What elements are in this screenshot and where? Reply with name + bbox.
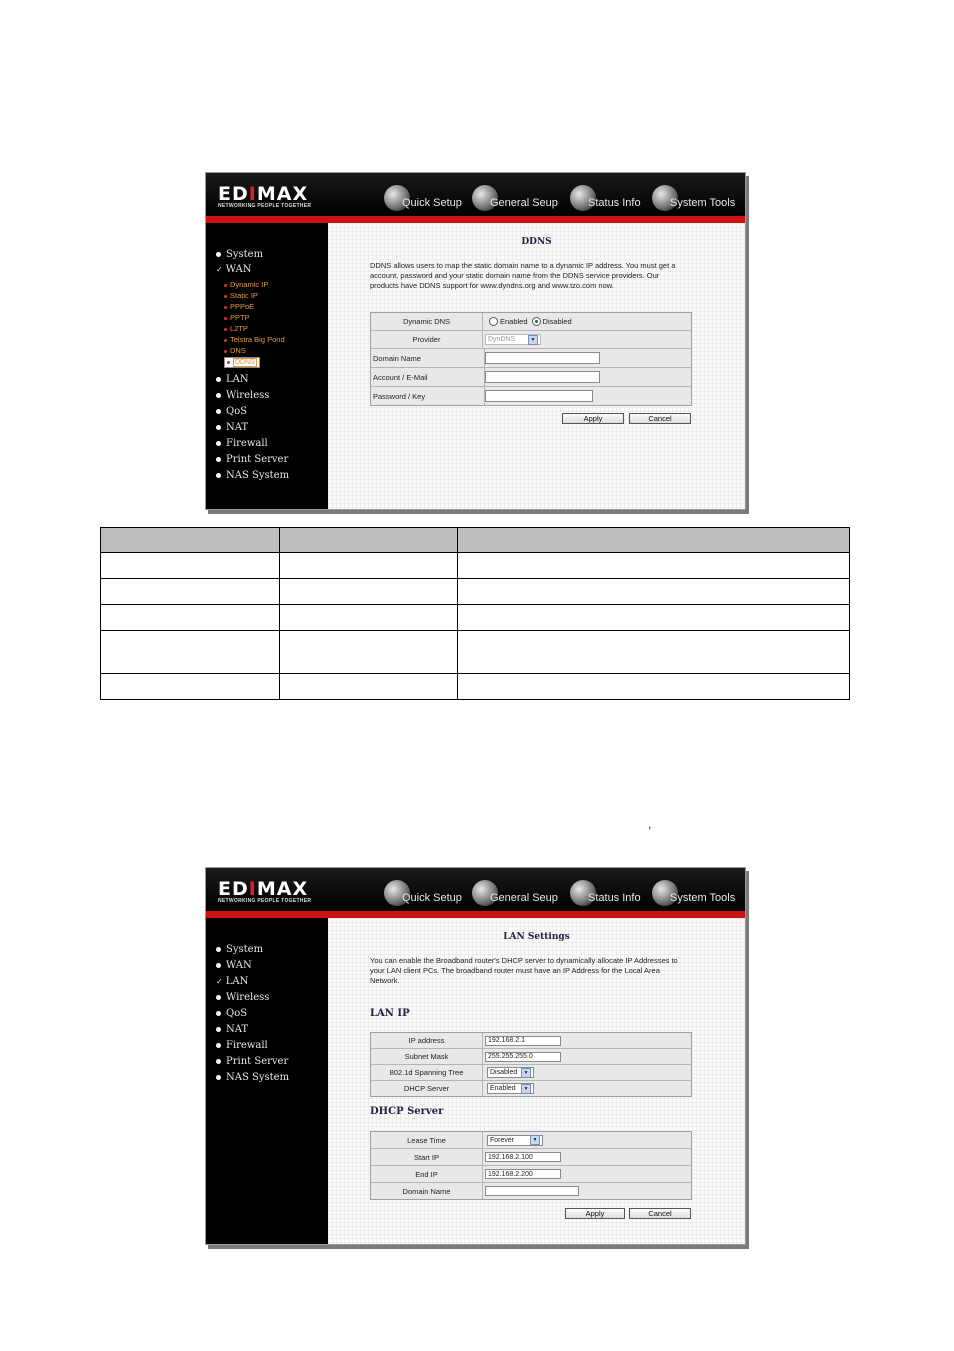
chevron-down-icon: ▼ [521, 1068, 531, 1078]
sidebar-sub-telstra[interactable]: Telstra Big Pond [224, 335, 285, 344]
sidebar-item-nat[interactable]: NAT [216, 1024, 248, 1035]
bullet-icon [224, 306, 227, 309]
table-cell [458, 631, 850, 674]
table-cell [101, 553, 280, 579]
field-label: Lease Time [371, 1132, 483, 1148]
provider-select[interactable]: DynDNS ▼ [485, 334, 541, 345]
nav-status-info[interactable]: Status Info [570, 181, 641, 211]
field-value [485, 368, 691, 386]
end-ip-input[interactable]: 192.168.2.200 [485, 1169, 561, 1179]
sidebar-item-wireless[interactable]: Wireless [216, 390, 269, 401]
chevron-down-icon: ▼ [530, 1135, 540, 1145]
header-bar [206, 868, 745, 911]
apply-button[interactable]: Apply [565, 1208, 625, 1219]
sidebar-item-qos[interactable]: QoS [216, 1008, 247, 1019]
edimax-logo: EDIMAX [218, 878, 309, 900]
bullet-icon [224, 284, 227, 287]
bullet-icon [216, 1011, 221, 1016]
sidebar-item-wireless[interactable]: Wireless [216, 992, 269, 1003]
field-label: Account / E-Mail [371, 368, 485, 386]
table-row [101, 579, 850, 605]
bullet-icon [216, 441, 221, 446]
spanning-tree-select[interactable]: Disabled ▼ [487, 1067, 534, 1078]
cancel-button[interactable]: Cancel [629, 413, 691, 424]
domain-name-input[interactable] [485, 1186, 579, 1196]
cancel-button[interactable]: Cancel [629, 1208, 691, 1219]
logo-tagline: NETWORKING PEOPLE TOGETHER [218, 203, 312, 209]
bullet-icon [216, 1043, 221, 1048]
page-description: You can enable the Broadband router's DHCP server to dynamically allocate IP Addresses to your LAN client PCs. The broadband router must have an IP Address for the Local Area Network. [370, 956, 678, 985]
row-end-ip [371, 1166, 691, 1183]
page-description: DDNS allows users to map the static domain name to a dynamic IP address. You must get a account, password and your static domain name from the DDNS service providers. Our products have DDNS support for www.dyndns.org and www.tzo.com now. [370, 261, 676, 290]
table-header-cell [280, 528, 458, 553]
row-password [371, 387, 691, 405]
sidebar-item-wan[interactable]: WAN [216, 960, 252, 971]
disabled-label: Disabled [542, 317, 572, 326]
sidebar-sub-pptp[interactable]: PPTP [224, 313, 250, 322]
sidebar [206, 918, 328, 1244]
nav-general-setup[interactable]: General Seup [472, 181, 558, 211]
sidebar-sub-dns[interactable]: DNS [224, 346, 246, 355]
nav-general-setup[interactable]: General Seup [472, 876, 558, 906]
row-ip-address [371, 1033, 691, 1049]
row-domain-name [371, 1183, 691, 1199]
table-cell [280, 674, 458, 700]
row-dhcp-server [371, 1081, 691, 1096]
dhcp-server-select[interactable]: Enabled ▼ [487, 1083, 534, 1094]
row-spanning-tree [371, 1065, 691, 1081]
table-cell [280, 553, 458, 579]
chevron-down-icon: ▼ [528, 335, 538, 345]
sidebar-sub-static-ip[interactable]: Static IP [224, 291, 258, 300]
sidebar-sub-l2tp[interactable]: L2TP [224, 324, 248, 333]
page-title: LAN Settings [503, 932, 570, 942]
table-cell [101, 579, 280, 605]
nav-quick-setup[interactable]: Quick Setup [384, 876, 462, 906]
field-value [485, 349, 691, 367]
sidebar-sub-pppoe[interactable]: PPPoE [224, 302, 254, 311]
bullet-icon [216, 947, 221, 952]
disabled-radio[interactable] [532, 317, 541, 326]
stray-punctuation: , [648, 817, 652, 831]
table-cell [280, 631, 458, 674]
bullet-icon [216, 393, 221, 398]
account-input[interactable] [485, 371, 600, 383]
row-domain-name [371, 349, 691, 368]
field-value [485, 1149, 691, 1165]
description-table [100, 527, 850, 700]
field-label: Domain Name [371, 349, 485, 367]
bullet-icon [224, 350, 227, 353]
row-dynamic-dns [371, 313, 691, 331]
sidebar-item-print-server[interactable]: Print Server [216, 454, 288, 465]
field-value [485, 1132, 691, 1148]
header-bar [206, 173, 745, 216]
field-label: 802.1d Spanning Tree [371, 1065, 483, 1080]
start-ip-input[interactable]: 192.168.2.100 [485, 1152, 561, 1162]
page-title: DDNS [521, 237, 552, 247]
bullet-icon [216, 1027, 221, 1032]
header-red-bar [206, 911, 745, 918]
bullet-icon [216, 1075, 221, 1080]
bullet-icon [216, 409, 221, 414]
table-cell [458, 605, 850, 631]
table-header-cell [101, 528, 280, 553]
bullet-icon [224, 328, 227, 331]
sidebar-item-system[interactable]: System [216, 249, 263, 260]
bullet-icon [216, 377, 221, 382]
bullet-icon [216, 425, 221, 430]
sidebar-item-lan[interactable]: LAN [216, 374, 249, 385]
lease-time-select[interactable]: Forever ▼ [487, 1135, 543, 1146]
lan-ip-form [370, 1032, 692, 1097]
table-header-row [101, 528, 850, 553]
field-value [485, 313, 691, 330]
field-value [485, 1081, 691, 1096]
bullet-icon [224, 317, 227, 320]
sidebar-item-lan[interactable]: ✓ LAN [216, 976, 249, 987]
sidebar-item-nat[interactable]: NAT [216, 422, 248, 433]
apply-button[interactable]: Apply [562, 413, 624, 424]
table-cell [280, 579, 458, 605]
sidebar-item-firewall[interactable]: Firewall [216, 438, 268, 449]
checkmark-icon: ✓ [216, 265, 223, 274]
bullet-icon [216, 473, 221, 478]
header-red-bar [206, 216, 745, 223]
table-cell [101, 605, 280, 631]
field-value [485, 331, 691, 348]
sidebar-item-qos[interactable]: QoS [216, 406, 247, 417]
table-row [101, 631, 850, 674]
password-input[interactable] [485, 390, 593, 402]
field-label: Dynamic DNS [371, 313, 483, 330]
bullet-icon [224, 295, 227, 298]
table-cell [101, 674, 280, 700]
logo-tagline: NETWORKING PEOPLE TOGETHER [218, 898, 312, 904]
ip-address-input[interactable]: 192.168.2.1 [485, 1036, 561, 1046]
table-row [101, 553, 850, 579]
enabled-radio[interactable] [489, 317, 498, 326]
table-header-cell [458, 528, 850, 553]
bullet-icon [216, 1059, 221, 1064]
bullet-icon [216, 995, 221, 1000]
field-value [485, 1183, 691, 1199]
field-label: Start IP [371, 1149, 483, 1165]
field-label: Subnet Mask [371, 1049, 483, 1064]
lan-settings-screenshot [205, 867, 746, 1245]
dhcp-form [370, 1131, 692, 1200]
sidebar-item-wan[interactable]: ✓ WAN [216, 264, 252, 275]
checkmark-icon: ✓ [216, 977, 223, 986]
ddns-form [370, 312, 692, 406]
chevron-down-icon: ▼ [521, 1084, 531, 1094]
field-value [485, 387, 691, 405]
table-cell [458, 553, 850, 579]
row-lease-time [371, 1132, 691, 1149]
bullet-icon [216, 457, 221, 462]
content-area [328, 223, 745, 509]
table-cell [458, 674, 850, 700]
field-label: End IP [371, 1166, 483, 1182]
sidebar-sub-dynamic-ip[interactable]: Dynamic IP [224, 280, 268, 289]
field-value [485, 1166, 691, 1182]
nav-status-info[interactable]: Status Info [570, 876, 641, 906]
table-cell [101, 631, 280, 674]
bullet-icon [216, 252, 221, 257]
lan-ip-heading: LAN IP [370, 1008, 410, 1019]
bullet-icon [224, 339, 227, 342]
nav-system-tools[interactable]: System Tools [652, 181, 735, 211]
sidebar-item-nas-system[interactable]: NAS System [216, 470, 289, 481]
field-value [485, 1049, 691, 1064]
domain-name-input[interactable] [485, 352, 600, 364]
row-start-ip [371, 1149, 691, 1166]
field-label: Domain Name [371, 1183, 483, 1199]
row-provider [371, 331, 691, 349]
bullet-icon [216, 963, 221, 968]
dhcp-server-heading: DHCP Server [370, 1106, 444, 1117]
sidebar [206, 223, 328, 509]
row-subnet-mask [371, 1049, 691, 1065]
field-label: Provider [371, 331, 483, 348]
content-area [328, 918, 745, 1244]
table-cell [458, 579, 850, 605]
row-account [371, 368, 691, 387]
table-row [101, 605, 850, 631]
ddns-screenshot [205, 172, 746, 510]
table-row [101, 674, 850, 700]
field-label: IP address [371, 1033, 483, 1048]
sidebar-item-nas-system[interactable]: NAS System [216, 1072, 289, 1083]
field-value [485, 1065, 691, 1080]
field-value [485, 1033, 691, 1048]
field-label: Password / Key [371, 387, 485, 405]
sidebar-item-firewall[interactable]: Firewall [216, 1040, 268, 1051]
field-label: DHCP Server [371, 1081, 483, 1096]
edimax-logo: EDIMAX [218, 183, 309, 205]
sidebar-item-print-server[interactable]: Print Server [216, 1056, 288, 1067]
sidebar-sub-ddns[interactable]: DDNS [224, 357, 260, 368]
nav-quick-setup[interactable]: Quick Setup [384, 181, 462, 211]
enabled-label: Enabled [500, 317, 528, 326]
nav-system-tools[interactable]: System Tools [652, 876, 735, 906]
sidebar-item-system[interactable]: System [216, 944, 263, 955]
table-cell [280, 605, 458, 631]
subnet-mask-input[interactable]: 255.255.255.0 [485, 1052, 561, 1062]
bullet-icon [227, 361, 230, 364]
